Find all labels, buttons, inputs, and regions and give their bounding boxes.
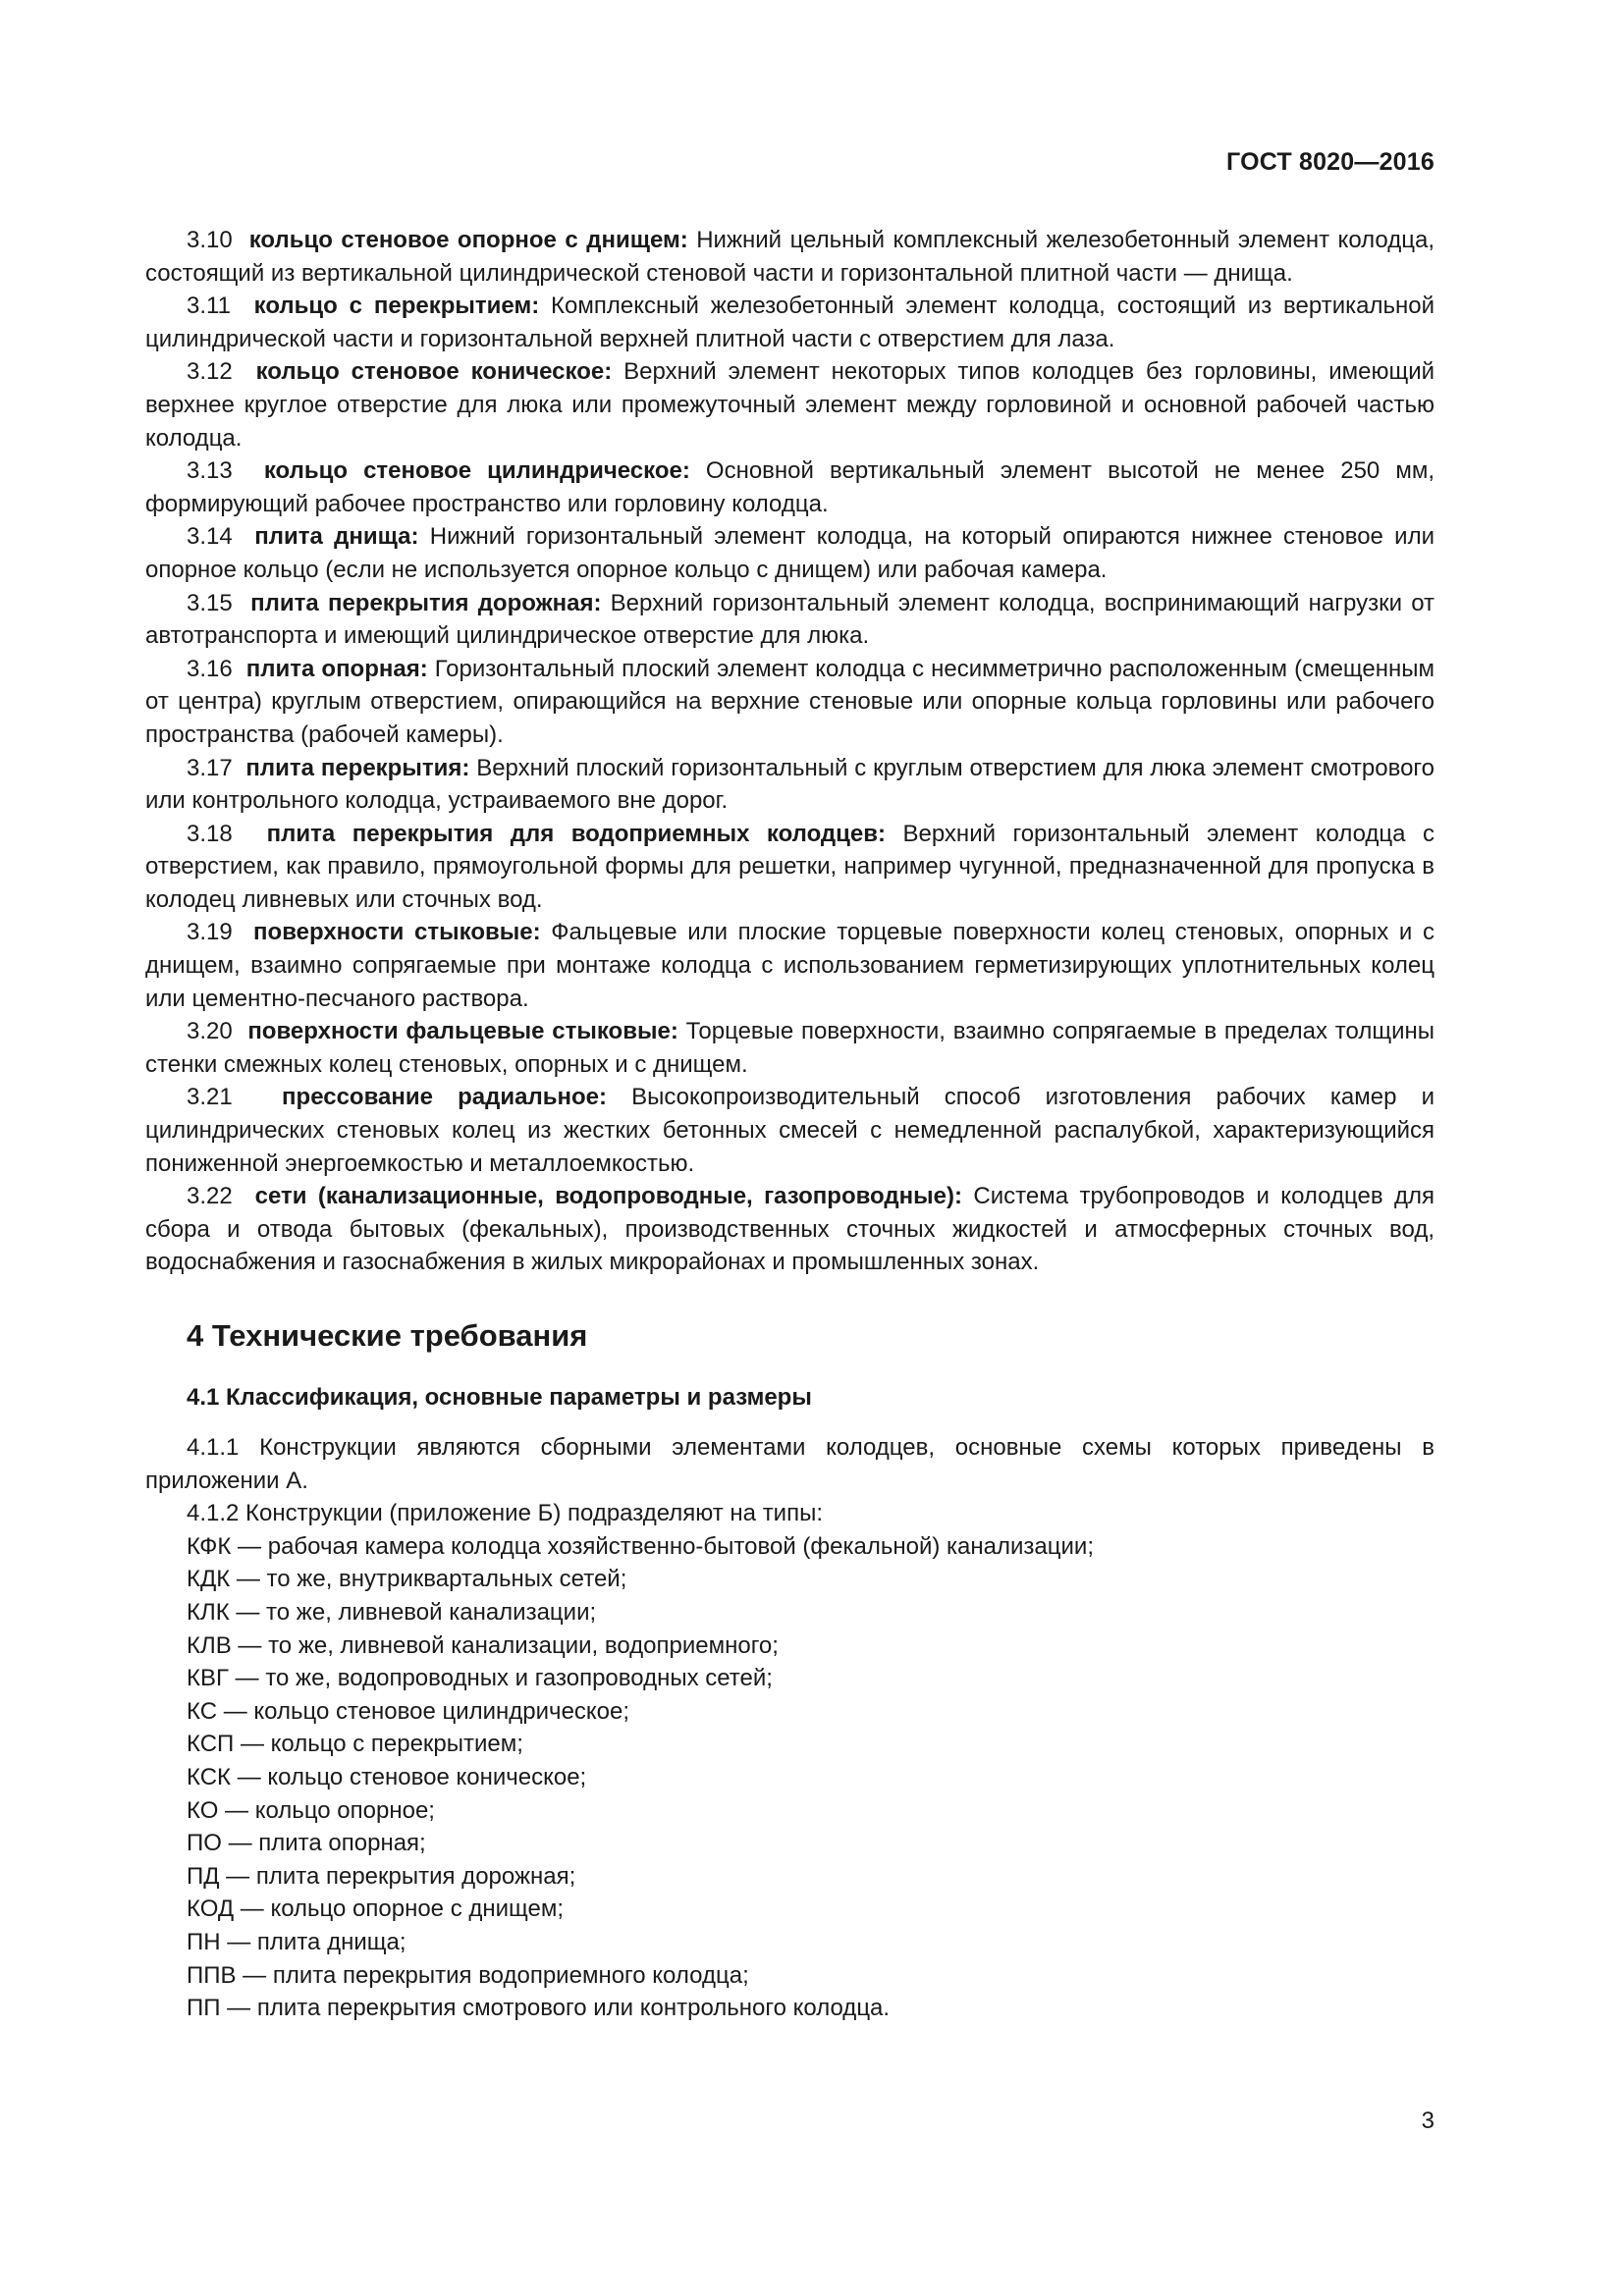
definition-text: Высокопроизводительный способ изготовления рабочих камер и цилиндрических стеновых колец из жестких бетонных смесей с немедленной распалубкой, характеризующийся пониженной энергоемкостью и металлоемкостью. [145, 1084, 1435, 1177]
definition-3-17 [145, 752, 1435, 818]
definition-text: Система трубопроводов и колодцев для сбора и отвода бытовых (фекальных), производственных сточных жидкостей и атмосферных сточных вод, водоснабжения и газоснабжения в жилых микрорайонах и промышленных зонах. [145, 1183, 1435, 1276]
list-item: ПО — плита опорная; [187, 1830, 426, 1857]
definition-3-13 [145, 454, 1435, 520]
clause-number: 3.19 [187, 919, 233, 946]
term: кольцо с перекрытием: [253, 293, 540, 320]
definition-text: Комплексный железобетонный элемент колодца, состоящий из вертикальной цилиндрической части и горизонтальной верхней плитной части с отверстием для лаза. [145, 293, 1435, 352]
definition-text: Верхний элемент некоторых типов колодцев без горловины, имеющий верхнее круглое отверстие для люка или промежуточный элемент между горловиной и основной рабочей частью колодца. [145, 358, 1435, 452]
term: плита днища: [254, 523, 419, 551]
list-item: ППВ — плита перекрытия водоприемного колодца; [187, 1961, 749, 1989]
list-item: КС — кольцо стеновое цилиндрическое; [187, 1697, 630, 1725]
list-item: ПН — плита днища; [187, 1928, 406, 1955]
subsection-heading: 4.1 Классификация, основные параметры и размеры [187, 1384, 812, 1411]
definition-3-16 [145, 653, 1435, 752]
term: плита перекрытия для водоприемных колодцев: [266, 820, 887, 847]
document-header: ГОСТ 8020—2016 [1226, 148, 1435, 176]
list-item: КСП — кольцо с перекрытием; [187, 1731, 523, 1758]
term: поверхности стыковые: [253, 919, 541, 946]
definition-3-19 [145, 916, 1435, 1015]
page-number: 3 [1421, 2108, 1435, 2134]
term: сети (канализационные, водопроводные, газопроводные): [254, 1183, 962, 1210]
term: плита перекрытия: [245, 754, 470, 781]
definition-text: Верхний плоский горизонтальный с круглым отверстием для люка элемент смотрового или контрольного колодца, устраиваемого вне дорог. [145, 754, 1435, 815]
term: прессование радиальное: [282, 1084, 607, 1111]
definition-3-12 [145, 355, 1435, 454]
clause-number: 3.18 [187, 820, 233, 847]
definition-3-20 [145, 1015, 1435, 1081]
definition-text: Верхний горизонтальный элемент колодца, воспринимающий нагрузки от автотранспорта и имеющий цилиндрическое отверстие для люка. [145, 589, 1435, 650]
clause-number: 3.11 [187, 293, 231, 320]
clause-number: 3.17 [187, 754, 233, 781]
document-body [145, 224, 1435, 2025]
definition-3-18 [145, 818, 1435, 917]
term: плита перекрытия дорожная: [250, 589, 602, 616]
clause-number: 3.20 [187, 1018, 233, 1045]
definition-3-22 [145, 1180, 1435, 1279]
definition-3-10 [145, 224, 1435, 290]
list-item: КО — кольцо опорное; [187, 1796, 435, 1824]
clause-number: 3.15 [187, 589, 233, 616]
definition-text: Нижний цельный комплексный железобетонный элемент колодца, состоящий из вертикальной цилиндрической стеновой части и горизонтальной плитной части — днища. [145, 227, 1435, 287]
definition-text: Верхний горизонтальный элемент колодца с отверстием, как правило, прямоугольной формы для решетки, например чугунной, предназначенной для пропуска в колодец ливневых или сточных вод. [145, 820, 1435, 913]
clause-number: 3.16 [187, 655, 233, 682]
list-item: ПД — плита перекрытия дорожная; [187, 1862, 576, 1890]
definition-3-11 [145, 290, 1435, 355]
clause-number: 3.21 [187, 1084, 233, 1111]
definition-text: Горизонтальный плоский элемент колодца с несимметрично расположенным (смещенным от центра) круглым отверстием, опирающийся на верхние стеновые или опорные кольца горловины или рабочего пространства (рабочей камеры). [145, 655, 1435, 748]
list-item: КВГ — то же, водопроводных и газопроводных сетей; [187, 1665, 773, 1692]
definition-text: Нижний горизонтальный элемент колодца, на который опираются нижнее стеновое или опорное кольцо (если не используется опорное кольцо с днищем) или рабочая камера. [145, 523, 1435, 583]
paragraph-4-1-2: 4.1.2 Конструкции (приложение Б) подразделяют на типы: [187, 1500, 823, 1527]
definition-3-21 [145, 1081, 1435, 1180]
clause-number: 3.12 [187, 358, 233, 386]
definition-text: Торцевые поверхности, взаимно сопрягаемые в пределах толщины стенки смежных колец стеновых, опорных и с днищем. [145, 1018, 1435, 1078]
clause-number: 3.13 [187, 457, 233, 485]
list-item: КДК — то же, внутриквартальных сетей; [187, 1566, 627, 1593]
definition-3-14 [145, 520, 1435, 586]
clause-number: 3.10 [187, 227, 233, 253]
term: кольцо стеновое опорное с днищем: [248, 227, 688, 253]
types-list [145, 1530, 1435, 2025]
list-item: КСК — кольцо стеновое коническое; [187, 1763, 587, 1790]
clause-number: 3.14 [187, 523, 233, 551]
list-item: ПП — плита перекрытия смотрового или контрольного колодца. [187, 1995, 891, 2022]
clause-number: 3.22 [187, 1183, 233, 1210]
section-heading: 4 Технические требования [187, 1318, 588, 1353]
term: кольцо стеновое коническое: [255, 358, 613, 386]
list-item: КЛВ — то же, ливневой канализации, водоприемного; [187, 1631, 779, 1659]
list-item: КОД — кольцо опорное с днищем; [187, 1896, 565, 1923]
definition-text: Основной вертикальный элемент высотой не менее 250 мм, формирующий рабочее пространство или горловину колодца. [145, 457, 1435, 517]
term: кольцо стеновое цилиндрическое: [263, 457, 690, 485]
list-item: КЛК — то же, ливневой канализации; [187, 1598, 597, 1626]
term: поверхности фальцевые стыковые: [247, 1018, 678, 1045]
definition-text: Фальцевые или плоские торцевые поверхности колец стеновых, опорных и с днищем, взаимно сопрягаемые при монтаже колодца с использованием герметизирующих уплотнительных колец или цементно-песчаного раствора. [145, 919, 1435, 1012]
term: плита опорная: [245, 655, 428, 682]
definition-3-15 [145, 587, 1435, 653]
paragraph-4-1-1: 4.1.1 Конструкции являются сборными элементами колодцев, основные схемы которых приведены в приложении А. [145, 1434, 1435, 1494]
list-item: КФК — рабочая камера колодца хозяйственно-бытовой (фекальной) канализации; [187, 1532, 1094, 1560]
